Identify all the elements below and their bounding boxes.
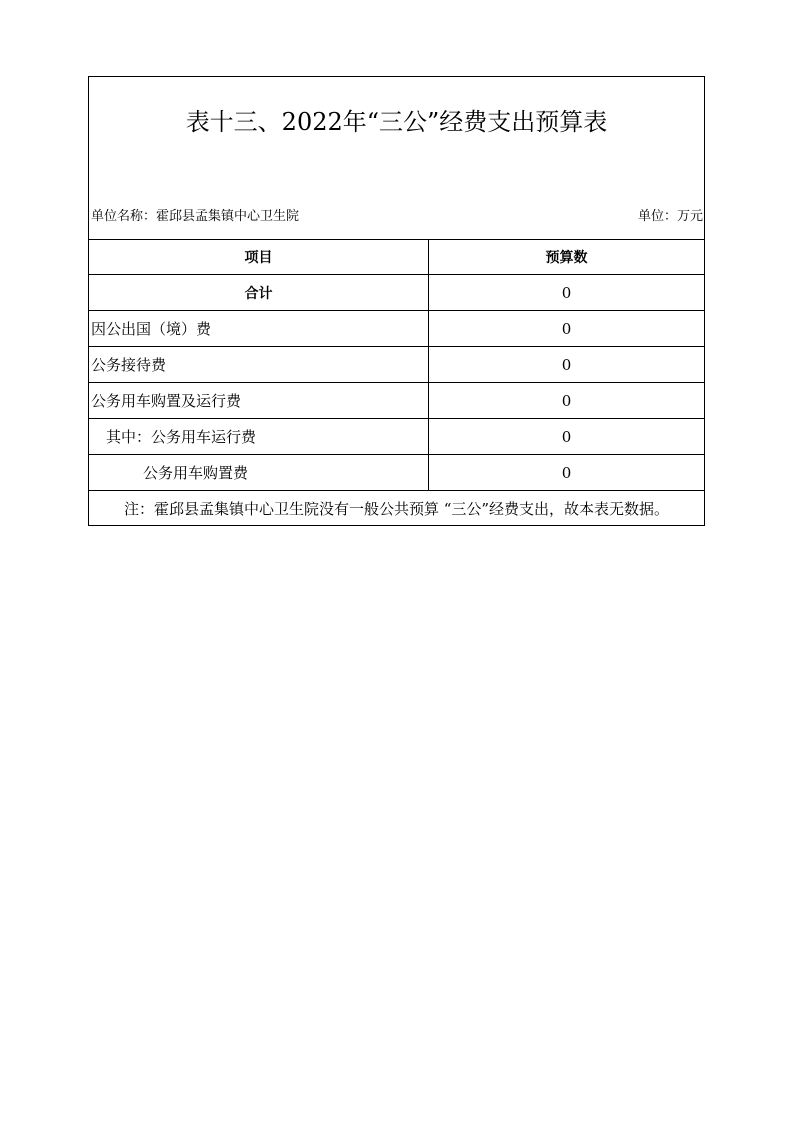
row-value: 0 <box>561 391 572 410</box>
table-row <box>89 418 704 454</box>
table-row <box>89 454 704 490</box>
row-value: 0 <box>561 355 572 374</box>
budget-table <box>88 76 705 526</box>
unit-name: 单位名称：霍邱县孟集镇中心卫生院 <box>91 209 300 224</box>
table-row-total <box>89 274 704 310</box>
row-item-label: 公务用车购置费 <box>89 455 429 490</box>
row-item-label: 因公出国（境）费 <box>89 311 429 346</box>
row-value: 0 <box>561 283 572 302</box>
header-budget: 预算数 <box>545 250 588 266</box>
row-item-label: 其中：公务用车运行费 <box>89 419 429 454</box>
table-grid <box>89 239 704 526</box>
row-value: 0 <box>561 319 572 338</box>
row-item-label: 公务接待费 <box>89 347 429 382</box>
header-item: 项目 <box>89 240 429 274</box>
table-title: 表十三、2022年“三公”经费支出预算表 <box>185 108 608 136</box>
row-item-label: 合计 <box>89 275 429 310</box>
currency-unit: 单位：万元 <box>637 209 703 224</box>
unit-line <box>89 208 704 226</box>
table-note: 注：霍邱县孟集镇中心卫生院没有一般公共预算 “三公”经费支出，故本表无数据。 <box>89 490 704 526</box>
table-row <box>89 346 704 382</box>
row-value: 0 <box>561 463 572 482</box>
table-header-row <box>89 239 704 274</box>
row-value: 0 <box>561 427 572 446</box>
table-row <box>89 310 704 346</box>
table-row <box>89 382 704 418</box>
row-item-label: 公务用车购置及运行费 <box>89 383 429 418</box>
